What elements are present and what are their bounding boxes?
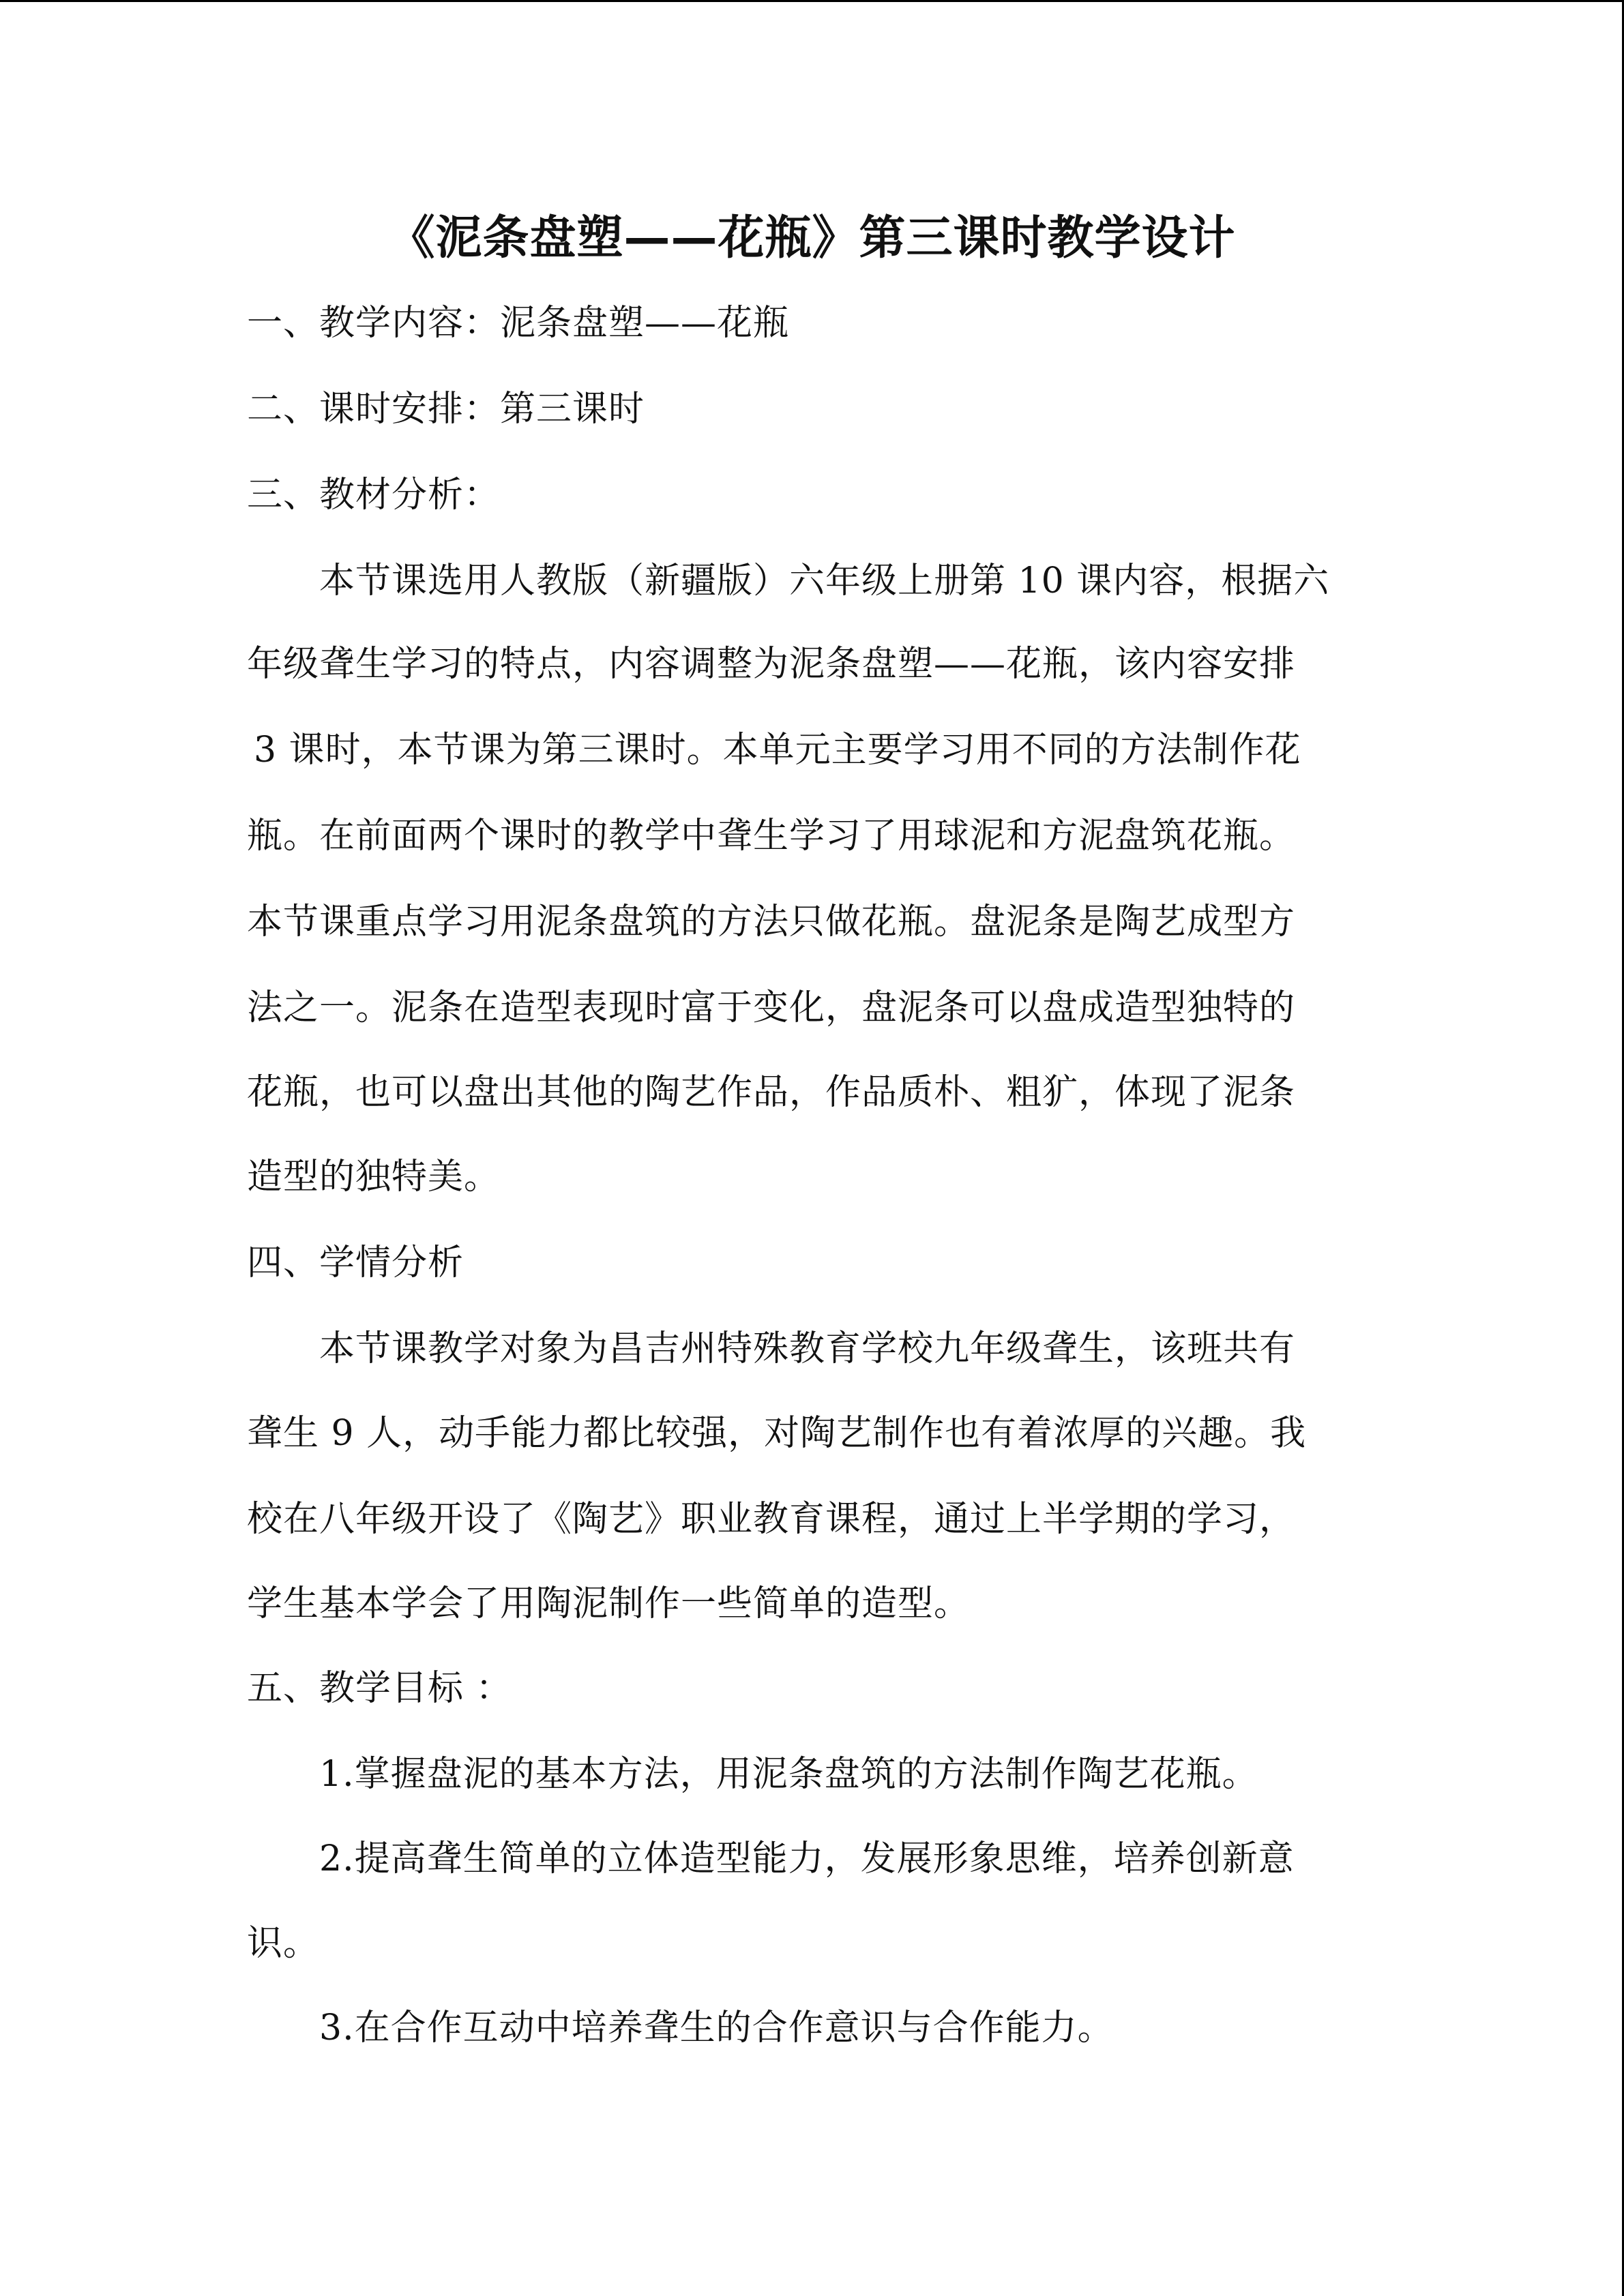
section-heading-analysis: 三、教材分析： [247,475,501,516]
paragraph-line: 本节课教学对象为昌吉州特殊教育学校九年级聋生，该班共有 [319,1328,1296,1369]
paragraph-line: 3 课时，本节课为第三课时。本单元主要学习用不同的方法制作花 [254,730,1301,771]
objective-item-continuation: 识。 [247,1923,320,1964]
paragraph-line: 造型的独特美。 [247,1157,501,1197]
document-title: 《泥条盘塑——花瓶》第三课时教学设计 [388,211,1236,265]
objective-item: 3.在合作互动中培养聋生的合作意识与合作能力。 [319,2008,1114,2048]
paragraph-line: 法之一。泥条在造型表现时富于变化，盘泥条可以盘成造型独特的 [247,987,1296,1028]
paragraph-line: 花瓶，也可以盘出其他的陶艺作品，作品质朴、粗犷，体现了泥条 [247,1072,1296,1113]
paragraph-line: 校在八年级开设了《陶艺》职业教育课程，通过上半学期的学习， [247,1499,1296,1540]
paragraph-line: 年级聋生学习的特点，内容调整为泥条盘塑——花瓶，该内容安排 [247,644,1296,685]
paragraph-line: 本节课重点学习用泥条盘筑的方法只做花瓶。盘泥条是陶艺成型方 [247,901,1296,942]
objective-item: 2.提高聋生简单的立体造型能力，发展形象思维，培养创新意 [319,1838,1295,1879]
section-heading-content: 一、教学内容：泥条盘塑——花瓶 [247,303,790,344]
section-heading-objectives: 五、教学目标 ： [247,1668,512,1709]
objective-item: 1.掌握盘泥的基本方法，用泥条盘筑的方法制作陶艺花瓶。 [319,1754,1258,1795]
page-border-top [0,0,1624,2]
paragraph-line: 本节课选用人教版（新疆版）六年级上册第 10 课内容，根据六 [319,561,1330,601]
paragraph-line: 学生基本学会了用陶泥制作一些简单的造型。 [247,1583,971,1624]
paragraph-line: 聋生 9 人，动手能力都比较强，对陶艺制作也有着浓厚的兴趣。我 [247,1413,1307,1454]
paragraph-line: 瓶。在前面两个课时的教学中聋生学习了用球泥和方泥盘筑花瓶。 [247,816,1296,856]
section-heading-learners: 四、学情分析 [247,1242,464,1283]
section-heading-schedule: 二、课时安排：第三课时 [247,389,645,430]
